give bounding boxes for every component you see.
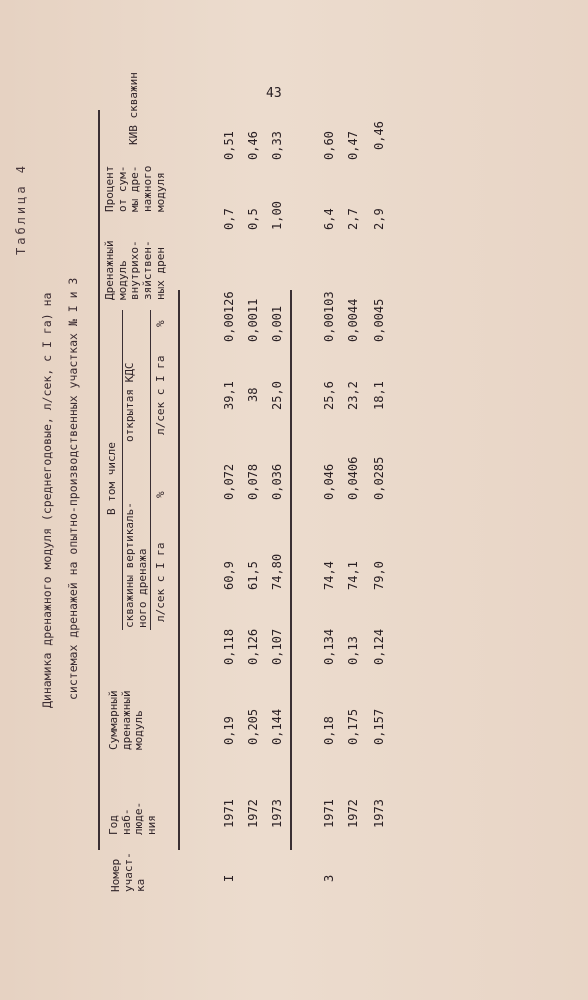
cell-total: 0,144: [270, 708, 284, 745]
cell-open-percent: 39,1: [222, 381, 236, 410]
cell-drainage-module: 0,0011: [246, 298, 260, 342]
header-bottom-border: [178, 290, 180, 850]
cell-open-percent: 38: [246, 387, 260, 402]
cell-percent-of-sum: 2,9: [372, 208, 386, 230]
section-divider: [290, 290, 292, 850]
header-vertical-units: л/сек с I га: [154, 542, 167, 622]
cell-vertical-percent: 79,0: [372, 561, 386, 590]
header-in-that-number: В том числе: [105, 442, 118, 515]
cell-total: 0,205: [246, 708, 260, 745]
cell-percent-of-sum: 1,00: [270, 201, 284, 230]
cell-kiv: 0,33: [270, 131, 284, 160]
cell-vertical: 0,118: [222, 628, 236, 665]
table-caption-line2: системах дренажей на опытно-производственных участках № I и 3: [66, 277, 80, 700]
cell-total: 0,18: [322, 716, 336, 745]
cell-drainage-module: 0,00103: [322, 291, 336, 342]
cell-vertical-percent: 60,9: [222, 561, 236, 590]
cell-drainage-module: 0,0045: [372, 298, 386, 342]
header-open-kds: открытая КДС: [123, 362, 136, 442]
cell-vertical-percent: 74,80: [270, 553, 284, 590]
header-plot: Номер участ- ка: [109, 852, 148, 892]
header-units-line: [150, 310, 151, 630]
cell-percent-of-sum: 0,7: [222, 208, 236, 230]
cell-year: 1971: [222, 799, 236, 828]
cell-year: 1971: [322, 799, 336, 828]
cell-open-percent: 25,6: [322, 381, 336, 410]
table-caption-line1: Динамика дренажного модуля (среднегодовые, л/сек, с I га) на: [40, 292, 54, 708]
cell-open: 0,0406: [346, 456, 360, 500]
cell-percent-of-sum: 2,7: [346, 208, 360, 230]
cell-total: 0,157: [372, 708, 386, 745]
cell-drainage-module: 0,00126: [222, 291, 236, 342]
cell-open: 0,078: [246, 463, 260, 500]
cell-vertical-percent: 74,1: [346, 561, 360, 590]
cell-total: 0,19: [222, 716, 236, 745]
cell-open: 0,036: [270, 463, 284, 500]
cell-vertical: 0,124: [372, 628, 386, 665]
header-vertical-percent: %: [154, 491, 167, 498]
cell-year: 1973: [270, 799, 284, 828]
header-drainage-module: Дренажный модуль внутрихо- зяйствен- ных дрен: [103, 240, 167, 300]
header-open-units: л/сек с I га: [154, 355, 167, 435]
cell-vertical: 0,107: [270, 628, 284, 665]
cell-percent-of-sum: 0,5: [246, 208, 260, 230]
page-number: 43: [266, 86, 282, 101]
cell-year: 1972: [246, 799, 260, 828]
cell-open-percent: 18,1: [372, 381, 386, 410]
cell-plot: 3: [322, 874, 336, 882]
cell-year: 1973: [372, 799, 386, 828]
cell-kiv: 0,46: [246, 131, 260, 160]
table-label: Таблица 4: [14, 162, 28, 255]
cell-year: 1972: [346, 799, 360, 828]
cell-open: 0,072: [222, 463, 236, 500]
cell-open: 0,046: [322, 463, 336, 500]
header-vertical-drainage: скважины вертикаль- ного дренажа: [123, 502, 149, 628]
cell-open-percent: 25,0: [270, 381, 284, 410]
cell-open: 0,0285: [372, 456, 386, 500]
header-year: Год наб- люде- ния: [107, 801, 158, 835]
cell-plot: I: [222, 874, 236, 882]
cell-drainage-module: 0,001: [270, 305, 284, 342]
header-kiv: КИВ скважин: [127, 72, 140, 145]
cell-vertical: 0,134: [322, 628, 336, 665]
cell-total: 0,175: [346, 708, 360, 745]
table-top-border: [98, 110, 100, 850]
cell-drainage-module: 0,0044: [346, 298, 360, 342]
cell-kiv: 0,47: [346, 131, 360, 160]
header-open-percent: %: [154, 320, 167, 327]
cell-vertical: 0,126: [246, 628, 260, 665]
cell-open-percent: 23,2: [346, 381, 360, 410]
cell-kiv: 0,51: [222, 131, 236, 160]
cell-kiv: 0,46: [372, 121, 386, 150]
cell-vertical: 0,13: [346, 636, 360, 665]
cell-percent-of-sum: 6,4: [322, 208, 336, 230]
cell-vertical-percent: 61,5: [246, 561, 260, 590]
header-percent-of-sum: Процент от сум- мы дре- нажного модуля: [103, 165, 167, 212]
cell-kiv: 0,60: [322, 131, 336, 160]
header-total-module: Суммарный дренажный модуль: [107, 690, 146, 750]
cell-vertical-percent: 74,4: [322, 561, 336, 590]
